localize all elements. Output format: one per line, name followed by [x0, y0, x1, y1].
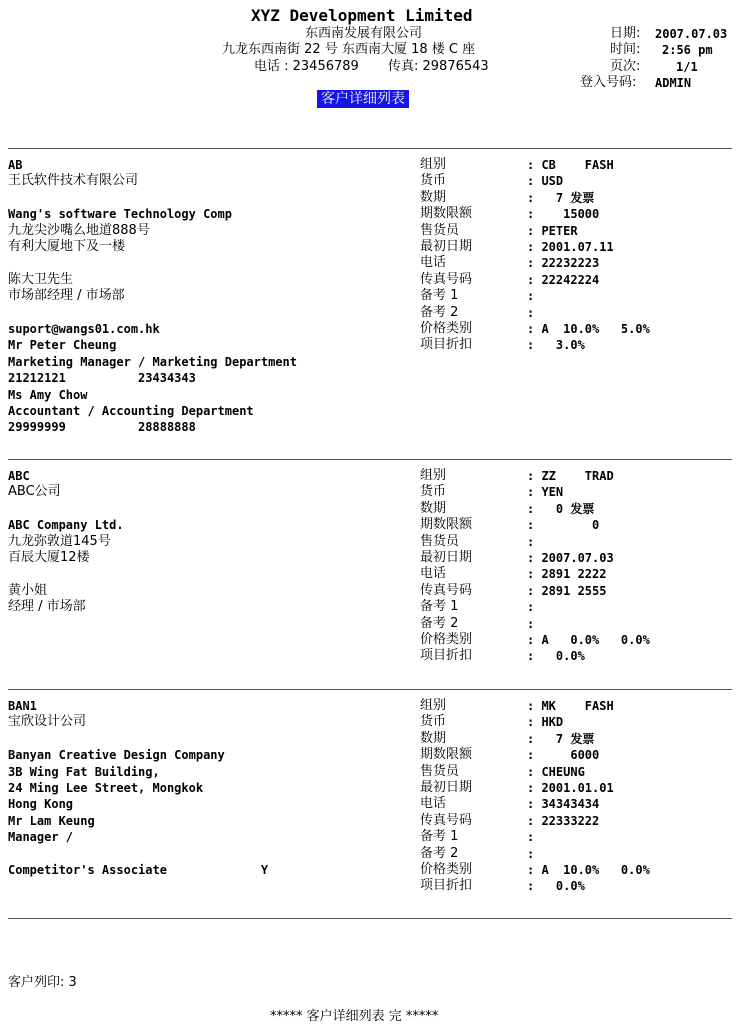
- customer-detail-line: 黄小姐: [8, 583, 48, 598]
- customer-detail-line: 21212121 23434343: [8, 371, 196, 385]
- field-label: 备考 1: [420, 829, 459, 844]
- field-value: : USD: [527, 174, 564, 188]
- field-value: : 2001.07.11: [527, 240, 614, 254]
- customer-detail-line: Accountant / Accounting Department: [8, 404, 254, 418]
- field-value: :: [527, 289, 535, 303]
- field-label: 组别: [420, 698, 447, 713]
- login-label: 登入号码:: [580, 75, 637, 90]
- field-value: : ZZ TRAD: [527, 469, 614, 483]
- customer-count: 客户列印: 3: [8, 975, 77, 990]
- field-label: 货币: [420, 173, 447, 188]
- field-label: 期数限额: [420, 747, 473, 762]
- field-value: : 0.0%: [527, 879, 585, 893]
- field-value: : 22232223: [527, 256, 600, 270]
- customer-detail-line: 有利大厦地下及一楼: [8, 239, 126, 254]
- field-label: 备考 1: [420, 599, 459, 614]
- field-value: : 15000: [527, 207, 600, 221]
- field-value: : 0: [527, 518, 600, 532]
- field-value: :: [527, 306, 535, 320]
- field-label: 组别: [420, 157, 447, 172]
- field-label: 货币: [420, 484, 447, 499]
- date-label: 日期:: [610, 26, 641, 41]
- field-label: 期数限额: [420, 206, 473, 221]
- field-label: 价格类别: [420, 632, 473, 647]
- field-label: 备考 2: [420, 846, 459, 861]
- field-label: 传真号码: [420, 813, 473, 828]
- field-label: 期数限额: [420, 517, 473, 532]
- field-label: 电话: [420, 566, 447, 581]
- customer-detail-line: 29999999 28888888: [8, 420, 196, 434]
- field-label: 价格类别: [420, 321, 473, 336]
- field-value: : 22333222: [527, 814, 600, 828]
- date-value: 2007.07.03: [655, 27, 728, 41]
- report-title: 客户详细列表: [317, 90, 409, 108]
- customer-detail-line: Ms Amy Chow: [8, 388, 88, 402]
- customer-detail-line: suport@wangs01.com.hk: [8, 322, 160, 336]
- field-value: : MK FASH: [527, 699, 614, 713]
- customer-detail-line: Competitor's Associate Y: [8, 863, 269, 877]
- field-label: 电话: [420, 796, 447, 811]
- customer-detail-line: Manager /: [8, 830, 74, 844]
- field-value: : 3.0%: [527, 338, 585, 352]
- customer-detail-line: Mr Peter Cheung: [8, 338, 117, 352]
- field-value: : PETER: [527, 224, 578, 238]
- customer-code: AB: [8, 158, 23, 172]
- page-value: 1/1: [676, 60, 698, 74]
- field-value: : 22242224: [527, 273, 600, 287]
- field-label: 备考 1: [420, 288, 459, 303]
- customer-detail-line: Mr Lam Keung: [8, 814, 95, 828]
- customer-detail-line: 宝欣设计公司: [8, 714, 87, 729]
- company-fax: 传真: 29876543: [388, 59, 489, 74]
- field-value: : CB FASH: [527, 158, 614, 172]
- customer-detail-line: Wang's software Technology Comp: [8, 207, 232, 221]
- report-end-marker: ***** 客户详细列表 完 *****: [270, 1009, 439, 1024]
- customer-detail-line: ABC公司: [8, 484, 61, 499]
- field-label: 价格类别: [420, 862, 473, 877]
- customer-detail-line: ABC Company Ltd.: [8, 518, 124, 532]
- field-value: : 2891 2222: [527, 567, 607, 581]
- field-value: : 0 发票: [527, 502, 595, 516]
- section-divider: [8, 459, 732, 460]
- field-value: : 2891 2555: [527, 584, 607, 598]
- field-label: 数期: [420, 731, 447, 746]
- section-divider: [8, 689, 732, 690]
- field-value: : 2007.07.03: [527, 551, 614, 565]
- customer-detail-line: 陈大卫先生: [8, 272, 74, 287]
- field-value: : 2001.01.01: [527, 781, 614, 795]
- customer-detail-line: 九龙弥敦道145号: [8, 534, 111, 549]
- field-value: : A 10.0% 5.0%: [527, 322, 650, 336]
- field-label: 最初日期: [420, 780, 473, 795]
- field-label: 项目折扣: [420, 337, 473, 352]
- field-value: : 7 发票: [527, 732, 595, 746]
- customer-detail-line: Marketing Manager / Marketing Department: [8, 355, 297, 369]
- field-value: : CHEUNG: [527, 765, 585, 779]
- customer-detail-line: 九龙尖沙嘴么地道888号: [8, 223, 150, 238]
- field-label: 电话: [420, 255, 447, 270]
- company-address: 九龙东西南街 22 号 东西南大厦 18 楼 C 座: [222, 42, 476, 57]
- customer-detail-line: Hong Kong: [8, 797, 74, 811]
- field-value: : 34343434: [527, 797, 600, 811]
- customer-detail-line: 王氏软件技术有限公司: [8, 173, 139, 188]
- field-value: : 7 发票: [527, 191, 595, 205]
- field-value: :: [527, 847, 535, 861]
- field-label: 传真号码: [420, 583, 473, 598]
- field-value: : 0.0%: [527, 649, 585, 663]
- customer-detail-line: 24 Ming Lee Street, Mongkok: [8, 781, 204, 795]
- field-value: : YEN: [527, 485, 564, 499]
- field-label: 项目折扣: [420, 648, 473, 663]
- field-label: 数期: [420, 501, 447, 516]
- customer-detail-line: Banyan Creative Design Company: [8, 748, 225, 762]
- field-value: : A 10.0% 0.0%: [527, 863, 650, 877]
- login-value: ADMIN: [655, 76, 692, 90]
- company-name-cn: 东西南发展有限公司: [305, 26, 423, 41]
- page-label: 页次:: [610, 59, 641, 74]
- field-value: :: [527, 535, 535, 549]
- customer-code: ABC: [8, 469, 30, 483]
- customer-code: BAN1: [8, 699, 37, 713]
- field-label: 备考 2: [420, 616, 459, 631]
- customer-detail-line: 市场部经理 / 市场部: [8, 288, 125, 303]
- time-label: 时间:: [610, 42, 641, 57]
- field-label: 备考 2: [420, 305, 459, 320]
- field-value: :: [527, 600, 535, 614]
- field-label: 组别: [420, 468, 447, 483]
- field-value: :: [527, 830, 535, 844]
- field-label: 最初日期: [420, 550, 473, 565]
- field-value: :: [527, 617, 535, 631]
- customer-detail-line: 百辰大厦12楼: [8, 550, 90, 565]
- section-divider: [8, 148, 732, 149]
- company-phone: 电话 : 23456789: [254, 59, 359, 74]
- field-label: 传真号码: [420, 272, 473, 287]
- field-label: 售货员: [420, 764, 460, 779]
- customer-detail-line: 经理 / 市场部: [8, 599, 86, 614]
- field-label: 售货员: [420, 223, 460, 238]
- field-label: 数期: [420, 190, 447, 205]
- field-label: 售货员: [420, 534, 460, 549]
- company-name-en: XYZ Development Limited: [251, 6, 473, 25]
- field-value: : HKD: [527, 715, 564, 729]
- customer-detail-line: 3B Wing Fat Building,: [8, 765, 160, 779]
- field-label: 项目折扣: [420, 878, 473, 893]
- field-value: : 6000: [527, 748, 600, 762]
- field-label: 货币: [420, 714, 447, 729]
- field-label: 最初日期: [420, 239, 473, 254]
- field-value: : A 0.0% 0.0%: [527, 633, 650, 647]
- section-divider: [8, 918, 732, 919]
- time-value: 2:56 pm: [662, 43, 713, 57]
